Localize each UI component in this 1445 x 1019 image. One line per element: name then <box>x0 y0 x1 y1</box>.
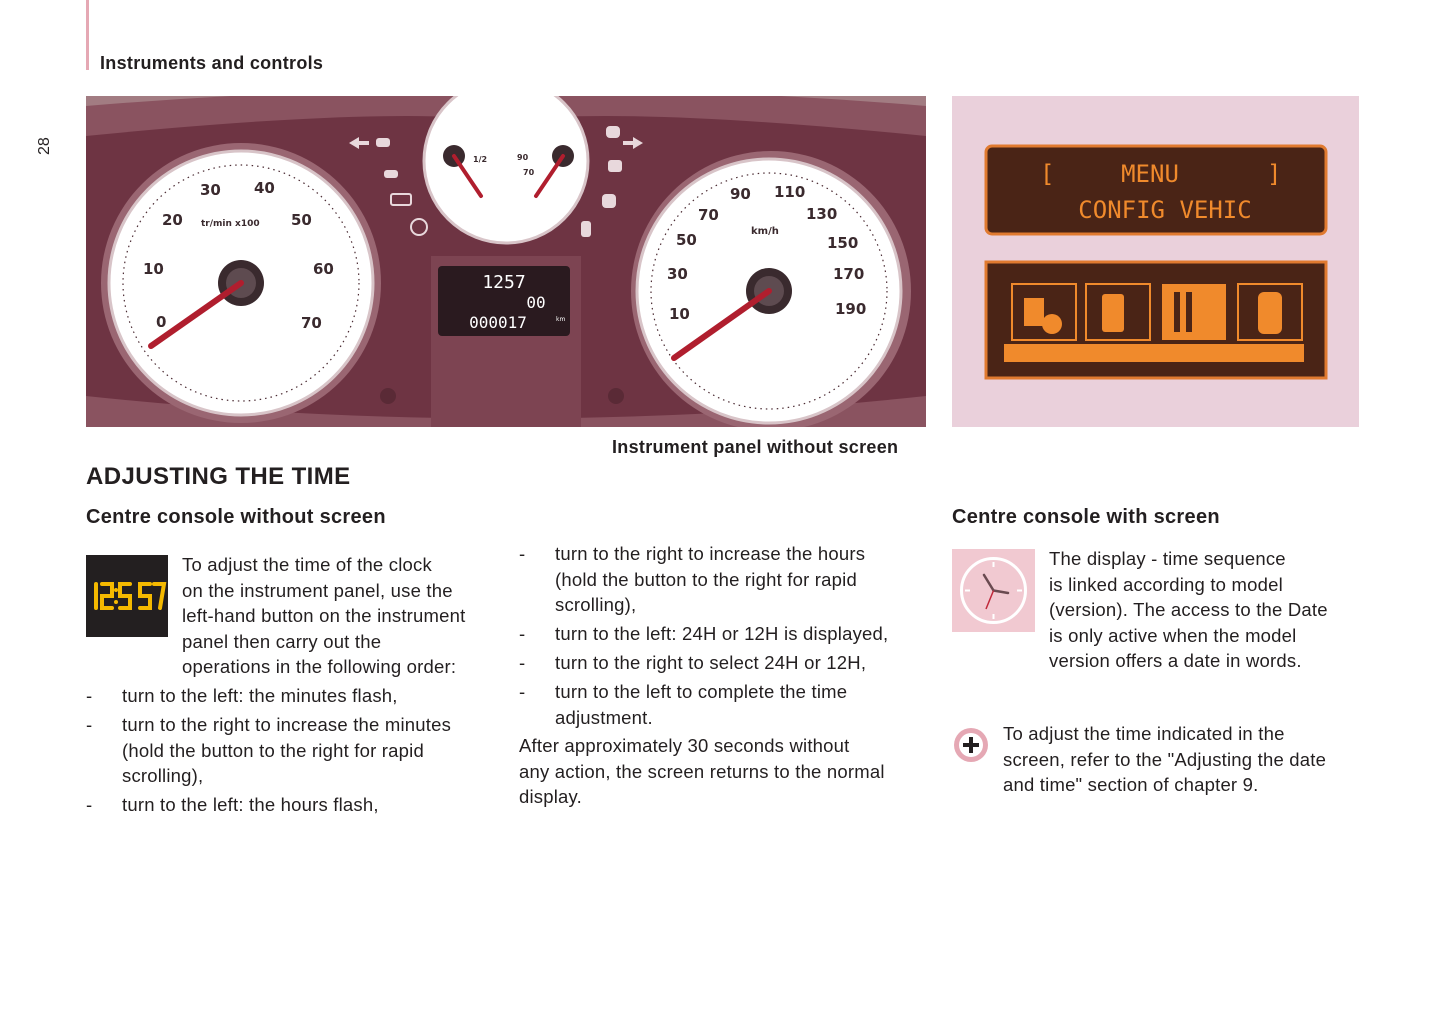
temp-label: 70 <box>523 168 535 177</box>
panel-caption: Instrument panel without screen <box>612 437 899 457</box>
speed-label: 30 <box>667 265 688 283</box>
text-line: turn to the left: 24H or 12H is displayed, <box>555 623 889 644</box>
text-line: turn to the left: the hours flash, <box>122 794 379 815</box>
display-time: 1257 <box>482 272 526 293</box>
text-line: To adjust the time of the clock <box>182 554 432 575</box>
speed-label: 90 <box>730 185 751 203</box>
digital-clock-icon <box>86 555 168 637</box>
speed-unit: km/h <box>751 226 779 237</box>
list-dash: - <box>519 681 526 702</box>
text-line: (hold the button to the right for rapid <box>555 568 857 590</box>
instrument-panel-illustration <box>86 96 926 427</box>
list-dash: - <box>86 714 93 735</box>
text-line: The display - time sequence <box>1049 548 1286 569</box>
left-intro-paragraph <box>182 552 502 680</box>
right-para-reference <box>1003 721 1373 798</box>
text-line: screen, refer to the "Adjusting the date <box>1003 748 1327 770</box>
main-heading: ADJUSTING THE TIME <box>86 463 351 490</box>
margin-accent-bar <box>86 0 89 70</box>
page-number: 28 <box>36 137 53 155</box>
text-line: scrolling), <box>122 765 204 786</box>
tach-label: 50 <box>291 211 312 229</box>
speedometer-gauge <box>637 159 901 423</box>
text-line: scrolling), <box>555 594 637 615</box>
tach-label: 30 <box>200 181 221 199</box>
list-dash: - <box>519 652 526 673</box>
speed-label: 10 <box>669 305 690 323</box>
section-header: Instruments and controls <box>100 53 324 73</box>
lcd-menu-text: MENU <box>1121 160 1179 188</box>
list-item <box>519 621 929 647</box>
text-line: version offers a date in words. <box>1049 650 1302 671</box>
speed-label: 110 <box>774 183 806 201</box>
list-dash: - <box>86 794 93 815</box>
text-line: is linked according to model <box>1049 573 1283 595</box>
tach-label: 0 <box>156 313 167 331</box>
list-dash: - <box>519 543 526 564</box>
text-line: any action, the screen returns to the normal <box>519 760 885 782</box>
text-line: turn to the left: the minutes flash, <box>122 685 398 706</box>
text-line: turn to the left to complete the time <box>555 681 848 702</box>
list-item <box>86 792 506 818</box>
list-item <box>86 712 506 790</box>
lcd-config-text: CONFIG VEHIC <box>1078 196 1252 224</box>
list-item <box>519 650 929 676</box>
text-line: To adjust the time indicated in the <box>1003 723 1285 744</box>
left-button <box>380 388 396 404</box>
speed-label: 190 <box>835 300 867 318</box>
text-line: display. <box>519 786 582 807</box>
text-line: left-hand button on the instrument <box>182 605 466 626</box>
tach-label: 10 <box>143 260 164 278</box>
text-line: After approximately 30 seconds without <box>519 735 850 756</box>
text-line: and time" section of chapter 9. <box>1003 774 1259 795</box>
settings-icon-tile <box>1162 284 1226 340</box>
fuel-label: 1/2 <box>473 155 488 164</box>
text-line: turn to the right to increase the minutes <box>122 714 452 735</box>
display-odo-unit: km <box>556 316 566 323</box>
text-line: (version). The access to the Date <box>1049 599 1328 620</box>
text-line: is only active when the model <box>1049 624 1297 646</box>
speed-label: 70 <box>698 206 719 224</box>
temp-label: 90 <box>517 153 529 162</box>
tach-label: 70 <box>301 314 322 332</box>
fuel-temp-gauge <box>424 96 588 243</box>
lcd-bracket-right: ] <box>1267 160 1282 188</box>
speed-label: 130 <box>806 205 838 223</box>
text-line: adjustment. <box>555 706 653 728</box>
list-item <box>519 541 929 619</box>
tach-label: 60 <box>313 260 334 278</box>
text-line: on the instrument panel, use the <box>182 579 453 601</box>
tach-label: 20 <box>162 211 183 229</box>
list-item <box>86 683 506 709</box>
list-dash: - <box>519 623 526 644</box>
text-line: (hold the button to the right for rapid <box>122 739 424 761</box>
text-line: turn to the right to increase the hours <box>555 543 866 564</box>
clock-face-icon <box>952 549 1035 632</box>
text-line: turn to the right to select 24H or 12H, <box>555 652 867 673</box>
right-subheading: Centre console with screen <box>952 506 1220 528</box>
display-odo: 000017 <box>469 313 527 332</box>
list-dash: - <box>86 685 93 706</box>
right-para-time-sequence <box>1049 546 1379 674</box>
speed-label: 150 <box>827 234 859 252</box>
tach-label: 40 <box>254 179 275 197</box>
lcd-bracket-left: [ <box>1040 160 1055 188</box>
right-button <box>608 388 624 404</box>
text-line: operations in the following order: <box>182 656 457 677</box>
tachometer-gauge <box>109 151 373 415</box>
speed-label: 170 <box>833 265 865 283</box>
mid-after-paragraph <box>519 733 929 810</box>
left-subheading: Centre console without screen <box>86 506 386 528</box>
speed-label: 50 <box>676 231 697 249</box>
list-item <box>519 679 929 731</box>
tach-unit: tr/min x100 <box>201 219 260 229</box>
multifunction-screen-illustration <box>952 96 1359 427</box>
odometer-display <box>438 266 570 336</box>
display-mid: 00 <box>526 293 546 312</box>
plus-info-icon <box>952 726 990 764</box>
text-line: panel then carry out the <box>182 630 382 652</box>
